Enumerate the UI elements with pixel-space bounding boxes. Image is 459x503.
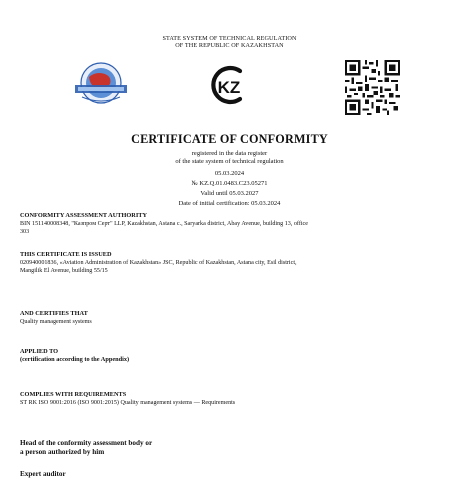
globe-emblem-icon <box>72 59 130 109</box>
qr-code-icon <box>345 60 400 115</box>
issued-line-1: 020940001836, «Aviation Administration of Kazakhstan» JSC, Republic of Kazakhstan, Astana city, Esil district, <box>20 260 297 266</box>
register-date: 05.03.2024 <box>214 170 245 177</box>
issued-label: THIS CERTIFICATE IS ISSUED <box>20 251 112 258</box>
head-signature-line-1: Head of the conformity assessment body or <box>20 439 153 447</box>
authority-line-2: 303 <box>20 229 30 235</box>
authority-label: CONFORMITY ASSESSMENT AUTHORITY <box>20 212 148 219</box>
certificate-number: № KZ.Q.01.0483.C23.05271 <box>191 180 268 187</box>
certificate-title: CERTIFICATE OF CONFORMITY <box>131 132 328 146</box>
applied-value: (certification according to the Appendix) <box>20 356 130 363</box>
head-signature-line-2: a person authorized by him <box>20 448 105 456</box>
valid-until: Valid until 05.03.2027 <box>200 190 259 197</box>
register-line-2: of the state system of technical regulation <box>175 158 284 165</box>
complies-value: ST RK ISO 9001:2016 (ISO 9001:2015) Quality management systems — Requirements <box>20 400 236 406</box>
kz-conformity-mark-icon <box>205 62 251 108</box>
issued-line-2: Mangilik El Avenue, building 55/15 <box>20 268 108 274</box>
certifies-value: Quality management systems <box>20 319 92 325</box>
applied-label: APPLIED TO <box>20 348 59 355</box>
authority-line-1: BIN 151140008348, "Казпром Серт" LLP, Kazakhstan, Astana c., Saryarka district, Abay Avenue, building 13, office <box>20 221 308 227</box>
certifies-label: AND CERTIFIES THAT <box>20 310 88 317</box>
header-line-1: STATE SYSTEM OF TECHNICAL REGULATION <box>162 35 297 42</box>
register-line-1: registered in the data register <box>191 150 268 157</box>
complies-label: COMPLIES WITH REQUIREMENTS <box>20 391 127 398</box>
kz-mark-text: KZ <box>217 78 241 97</box>
header-line-2: OF THE REPUBLIC OF KAZAKHSTAN <box>175 42 284 49</box>
initial-certification-date: Date of initial certification: 05.03.2024 <box>178 200 281 207</box>
expert-auditor-label: Expert auditor <box>20 470 66 478</box>
